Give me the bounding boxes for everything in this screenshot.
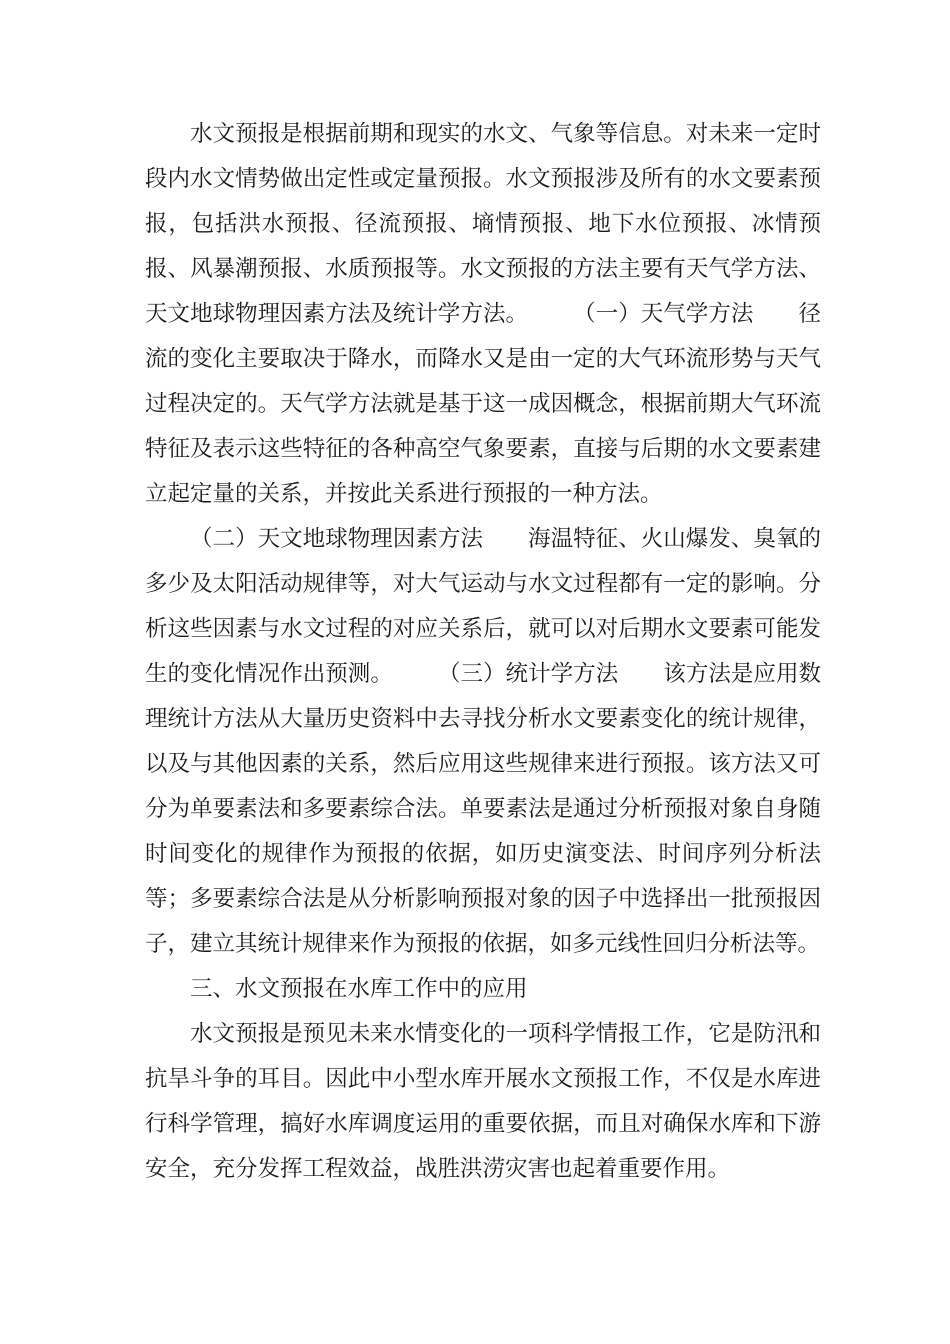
paragraph-astronomical-and-statistical-methods: （二）天文地球物理因素方法 海温特征、火山爆发、臭氧的多少及太阳活动规律等，对大气运动与水文过程都有一定的影响。分析这些因素与水文过程的对应关系后，就可以对后期水文要素可能发生的变化情况作出预测。 （三）统计学方法 该方法是应用数理统计方法从大量历史资料中去寻找分析水文要素变化的统计规律，以及与其他因素的关系，然后应用这些规律来进行预报。该方法又可分为单要素法和多要素综合法。单要素法是通过分析预报对象自身随时间变化的规律作为预报的依据，如历史演变法、时间序列分析法等；多要素综合法是从分析影响预报对象的因子中选择出一批预报因子，建立其统计规律来作为预报的依据，如多元线性回归分析法等。: [145, 526, 821, 957]
paragraph-reservoir-importance: 水文预报是预见未来水情变化的一项科学情报工作，它是防汛和抗旱斗争的耳目。因此中小型水库开展水文预报工作，不仅是水库进行科学管理，搞好水库调度运用的重要依据，而且对确保水库和下游安全，充分发挥工程效益，战胜洪涝灾害也起着重要作用。: [145, 1021, 821, 1182]
paragraph-hydrological-forecast-overview: 水文预报是根据前期和现实的水文、气象等信息。对未来一定时段内水文情势做出定性或定量预报。水文预报涉及所有的水文要素预报，包括洪水预报、径流预报、墒情预报、地下水位预报、冰情预报、风暴潮预报、水质预报等。水文预报的方法主要有天气学方法、天文地球物理因素方法及统计学方法。 （一）天气学方法 径流的变化主要取决于降水，而降水又是由一定的大气环流形势与天气过程决定的。天气学方法就是基于这一成因概念，根据前期大气环流特征及表示这些特征的各种高空气象要素，直接与后期的水文要素建立起定量的关系，并按此关系进行预报的一种方法。: [145, 121, 821, 507]
document-body: [145, 112, 821, 1192]
section-heading-reservoir-application: 三、水文预报在水库工作中的应用: [190, 976, 528, 1002]
